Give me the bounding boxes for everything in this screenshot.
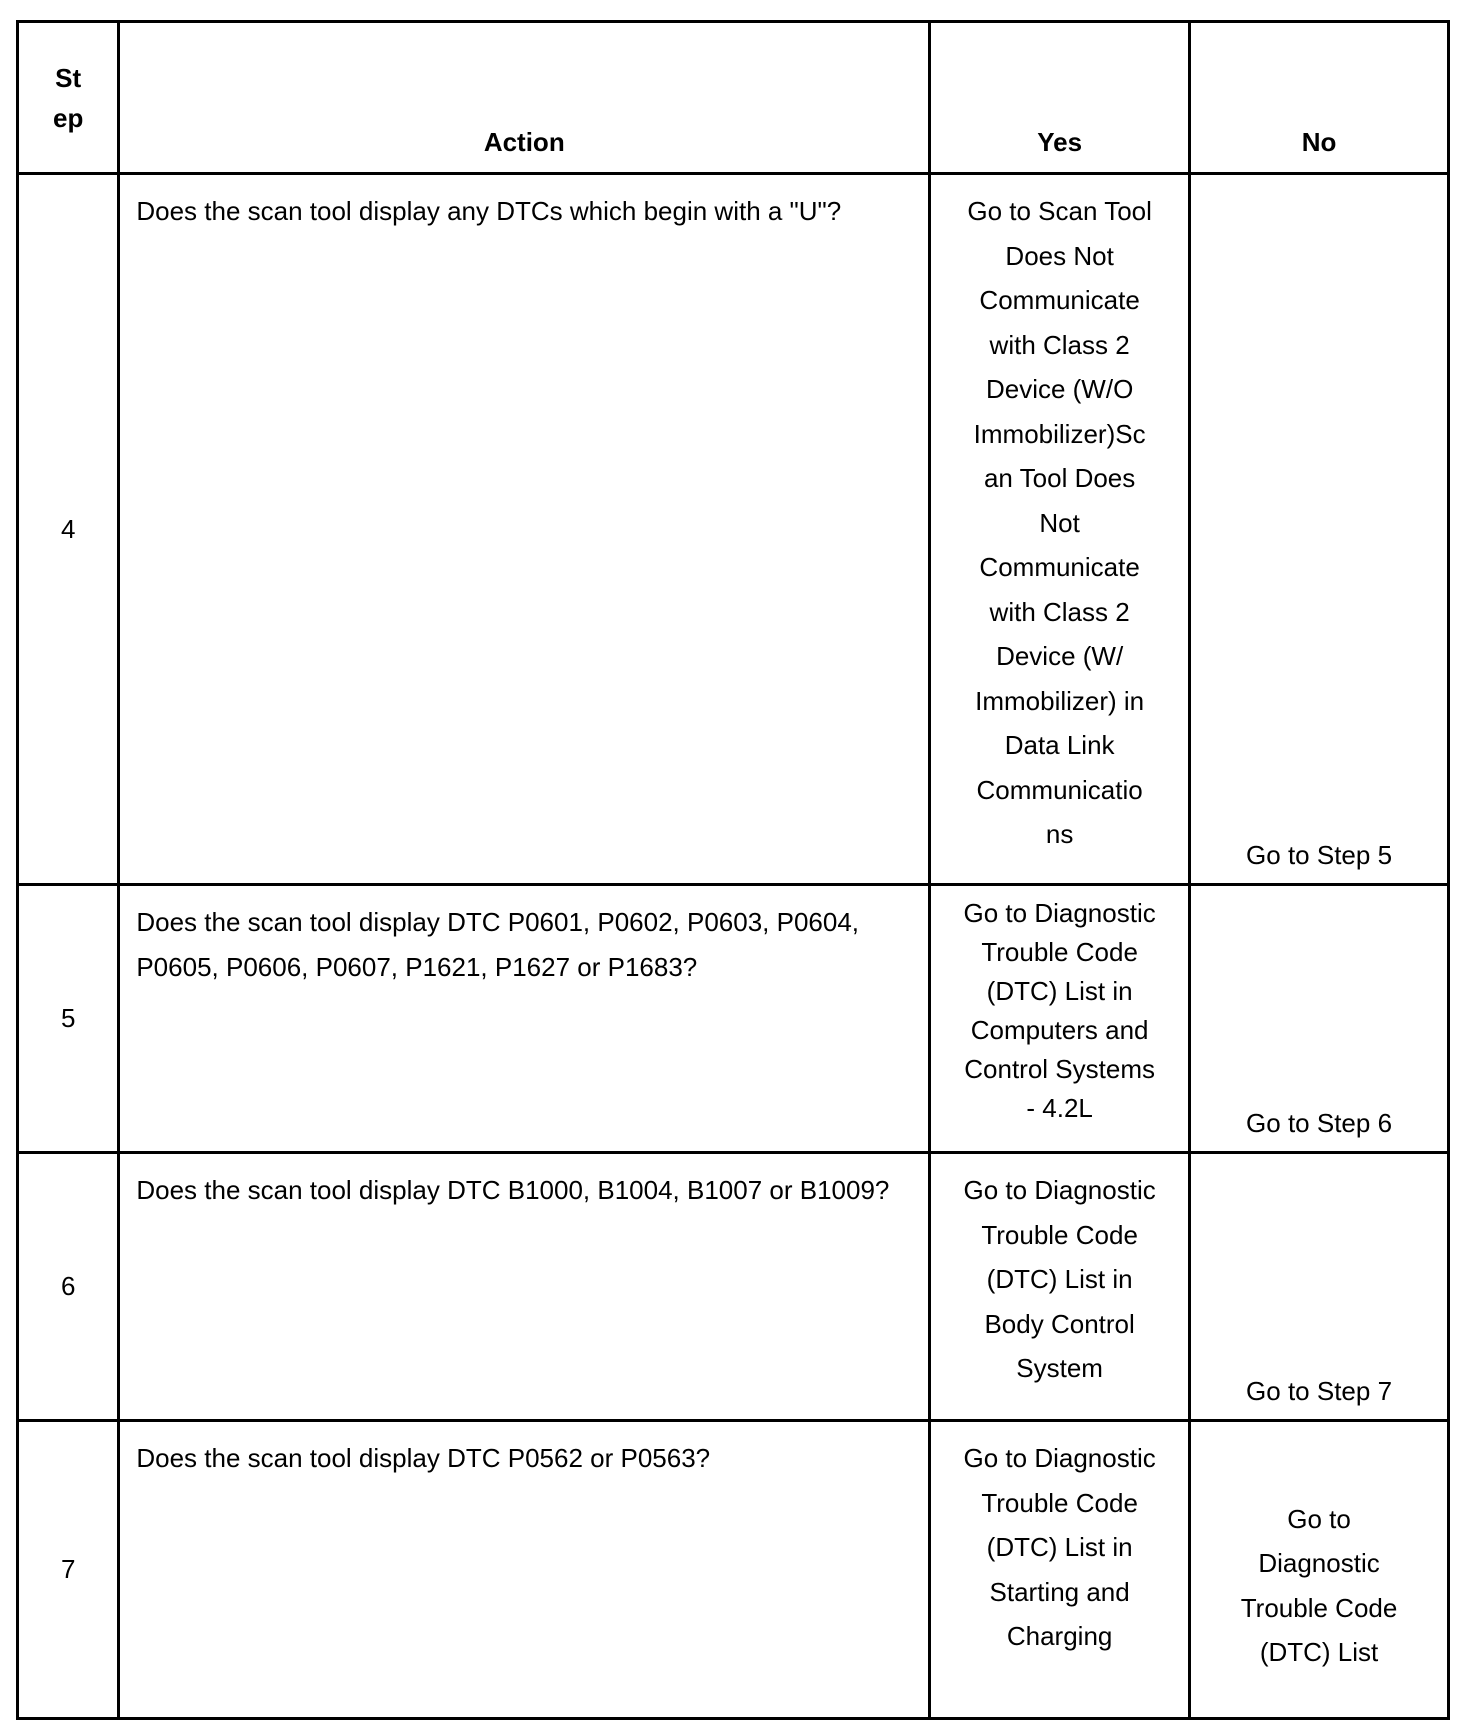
yes-line: (DTC) List in	[986, 1264, 1133, 1294]
action-text: Does the scan tool display DTC P0562 or P0563?	[119, 1421, 930, 1719]
yes-line: Does Not	[1005, 240, 1114, 271]
step-number: 5	[18, 885, 119, 1153]
yes-line: Device (W/	[996, 641, 1124, 671]
no-result	[1190, 885, 1449, 1153]
yes-line: - 4.2L	[1026, 1093, 1093, 1123]
yes-line: Control Systems	[964, 1054, 1155, 1084]
yes-line: Not	[1039, 507, 1080, 538]
no-result	[1190, 1153, 1449, 1421]
no-line: Diagnostic	[1258, 1548, 1380, 1578]
header-step	[18, 22, 119, 174]
yes-line: Communicatio	[976, 774, 1143, 805]
yes-line: with Class 2	[989, 329, 1130, 360]
no-result	[1190, 1421, 1449, 1719]
header-yes: Yes	[930, 22, 1190, 174]
yes-line: Go to Diagnostic	[963, 898, 1156, 928]
yes-line: (DTC) List in	[986, 976, 1133, 1006]
yes-line: Trouble Code	[981, 1219, 1138, 1250]
yes-result	[930, 1421, 1190, 1719]
yes-line: Body Control	[984, 1308, 1135, 1339]
yes-line: ns	[1045, 819, 1074, 849]
yes-line: Starting and	[989, 1576, 1130, 1607]
yes-result	[930, 885, 1190, 1153]
step-number: 6	[18, 1153, 119, 1421]
step-number: 7	[18, 1421, 119, 1719]
yes-line: Charging	[1006, 1621, 1113, 1651]
yes-result	[930, 174, 1190, 885]
step-number: 4	[18, 174, 119, 885]
yes-line: Data Link	[1004, 730, 1115, 760]
no-result	[1190, 174, 1449, 885]
action-text: Does the scan tool display any DTCs which begin with a "U"?	[119, 174, 930, 885]
yes-line: Go to Diagnostic	[963, 1443, 1156, 1473]
yes-line: Trouble Code	[981, 1487, 1138, 1518]
table-row	[18, 1153, 1449, 1421]
yes-line: Device (W/O	[985, 374, 1134, 404]
header-action: Action	[119, 22, 930, 174]
action-text: Does the scan tool display DTC B1000, B1004, B1007 or B1009?	[119, 1153, 930, 1421]
action-text: Does the scan tool display DTC P0601, P0602, P0603, P0604, P0605, P0606, P0607, P1621, P1627 or P1683?	[119, 885, 930, 1153]
no-line: Go to Step 7	[1246, 1375, 1393, 1406]
diagnostic-steps-table	[16, 20, 1450, 1720]
yes-line: Computers and	[970, 1015, 1149, 1045]
no-line: (DTC) List	[1259, 1637, 1379, 1667]
yes-line: Immobilizer) in	[975, 685, 1145, 716]
yes-line: (DTC) List in	[986, 1532, 1133, 1562]
table-row	[18, 885, 1449, 1153]
yes-line: Go to Scan Tool	[967, 196, 1152, 226]
yes-line: System	[1016, 1353, 1103, 1383]
no-line: Go to	[1287, 1503, 1351, 1534]
no-line: Go to Step 6	[1246, 1107, 1393, 1138]
table-row	[18, 1421, 1449, 1719]
no-line: Trouble Code	[1240, 1592, 1398, 1623]
table-header-row	[18, 22, 1449, 174]
yes-line: Communicate	[979, 285, 1140, 315]
table-row	[18, 174, 1449, 885]
header-step-line2: ep	[53, 102, 84, 133]
yes-line: Communicate	[979, 552, 1140, 582]
header-no: No	[1190, 22, 1449, 174]
yes-line: Trouble Code	[981, 937, 1138, 967]
yes-line: Go to Diagnostic	[963, 1175, 1156, 1205]
header-step-line1: St	[55, 62, 82, 93]
yes-line: with Class 2	[989, 596, 1130, 627]
yes-line: Immobilizer)Sc	[973, 418, 1146, 449]
yes-line: an Tool Does	[983, 463, 1136, 493]
yes-result	[930, 1153, 1190, 1421]
no-line: Go to Step 5	[1246, 839, 1393, 870]
